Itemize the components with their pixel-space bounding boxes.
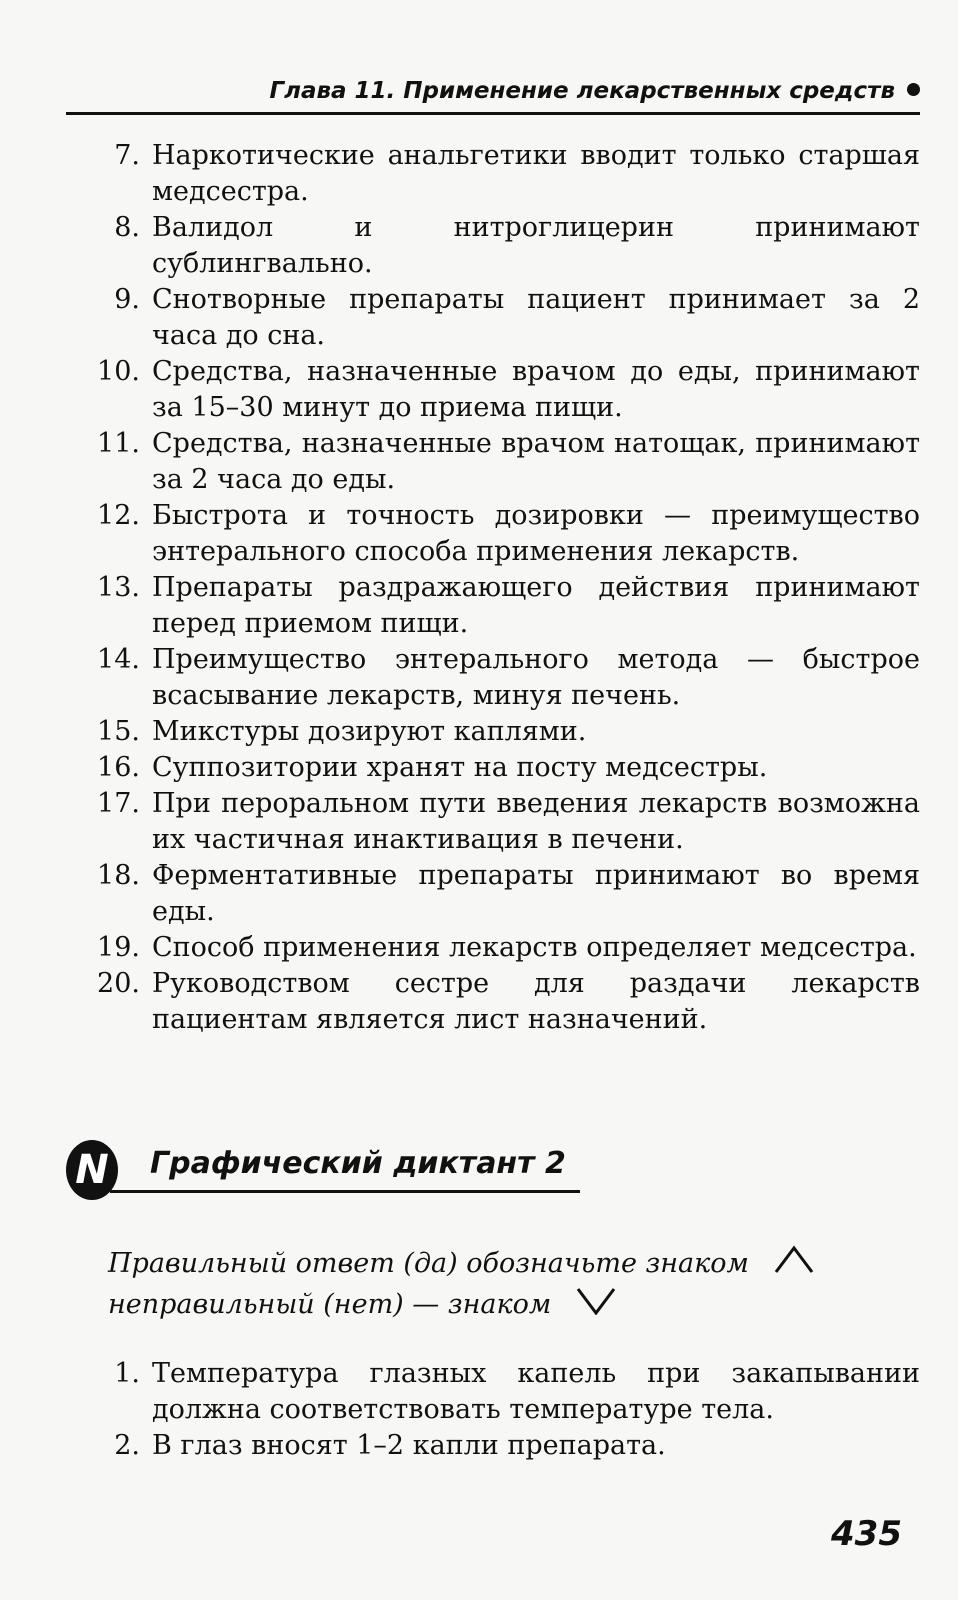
item-number: 19. xyxy=(97,932,140,963)
item-number: 1. xyxy=(114,1358,140,1389)
item-text: Средства, назначенные врачом до еды, принимают за 15–30 минут до приема пищи. xyxy=(152,356,920,423)
list-item xyxy=(90,1428,920,1464)
item-number: 18. xyxy=(97,860,140,891)
list-item xyxy=(90,858,920,930)
item-text: Руководством сестре для раздачи лекарств пациентам является лист назначений. xyxy=(152,968,920,1035)
item-number: 20. xyxy=(97,968,140,999)
item-text: Суппозитории хранят на посту медсестры. xyxy=(152,752,768,783)
list-item xyxy=(90,966,920,1038)
list-item xyxy=(90,714,920,750)
item-number: 16. xyxy=(97,752,140,783)
running-header xyxy=(66,72,920,115)
section-mark-letter: N xyxy=(75,1147,109,1193)
page-number: 435 xyxy=(831,1514,902,1554)
item-text: Температура глазных капель при закапывании должна соответствовать температуре тела. xyxy=(152,1358,920,1425)
section-title: Графический диктант 2 xyxy=(150,1146,566,1181)
item-text: В глаз вносят 1–2 капли препарата. xyxy=(152,1430,666,1461)
item-text: Наркотические анальгетики вводит только старшая медсестра. xyxy=(152,140,920,207)
item-number: 14. xyxy=(97,644,140,675)
list-item xyxy=(90,282,920,354)
list-item xyxy=(90,570,920,642)
item-text: Средства, назначенные врачом натощак, принимают за 2 часа до еды. xyxy=(152,428,920,495)
statement-list xyxy=(90,138,920,1038)
item-number: 8. xyxy=(114,212,140,243)
list-item xyxy=(90,138,920,210)
list-item xyxy=(90,930,920,966)
item-number: 13. xyxy=(97,572,140,603)
item-number: 15. xyxy=(97,716,140,747)
item-number: 11. xyxy=(97,428,140,459)
caret-down-icon xyxy=(574,1285,618,1326)
section-divider xyxy=(110,1190,580,1193)
item-text: Снотворные препараты пациент принимает за 2 часа до сна. xyxy=(152,284,920,351)
instruction-line-yes xyxy=(108,1244,868,1285)
item-text: Валидол и нитроглицерин принимают сублингвально. xyxy=(152,212,920,279)
list-item xyxy=(90,750,920,786)
list-item xyxy=(90,426,920,498)
item-text: При пероральном пути введения лекарств возможна их частичная инактивация в печени. xyxy=(152,788,920,855)
list-item xyxy=(90,354,920,426)
item-text: Быстрота и точность дозировки — преимущество энтерального способа применения лекарств. xyxy=(152,500,920,567)
list-item xyxy=(90,642,920,714)
running-header-title: Глава 11. Применение лекарственных средств xyxy=(269,78,895,104)
list-item xyxy=(90,498,920,570)
item-number: 7. xyxy=(114,140,140,171)
list-item xyxy=(90,1356,920,1428)
item-number: 12. xyxy=(97,500,140,531)
item-number: 9. xyxy=(114,284,140,315)
item-number: 2. xyxy=(114,1430,140,1461)
dictation-list xyxy=(90,1356,920,1464)
item-text: Микстуры дозируют каплями. xyxy=(152,716,587,747)
header-bullet-icon xyxy=(907,83,920,96)
instructions xyxy=(108,1244,868,1326)
list-item xyxy=(90,210,920,282)
item-number: 17. xyxy=(97,788,140,819)
instruction-line-no xyxy=(108,1285,868,1326)
item-text: Препараты раздражающего действия принимают перед приемом пищи. xyxy=(152,572,920,639)
item-number: 10. xyxy=(97,356,140,387)
instruction-text-no: неправильный (нет) — знаком xyxy=(108,1289,552,1320)
item-text: Способ применения лекарств определяет медсестра. xyxy=(152,932,917,963)
item-text: Ферментативные препараты принимают во время еды. xyxy=(152,860,920,927)
list-item xyxy=(90,786,920,858)
caret-up-icon xyxy=(772,1244,816,1285)
item-text: Преимущество энтерального метода — быстрое всасывание лекарств, минуя печень. xyxy=(152,644,920,711)
instruction-text-yes: Правильный ответ (да) обозначьте знаком xyxy=(108,1248,749,1279)
